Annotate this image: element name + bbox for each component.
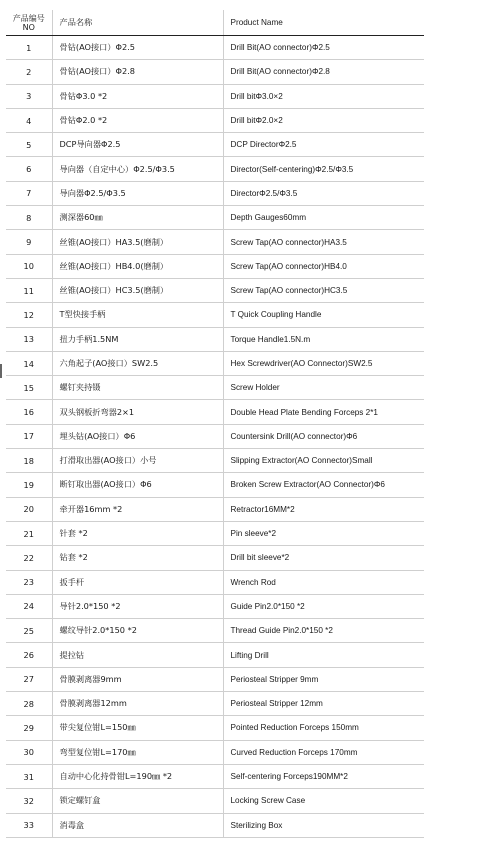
table-row (6, 278, 424, 302)
row-name-en: Wrench Rod (223, 570, 424, 594)
table-row (6, 716, 424, 740)
row-number: 18 (6, 449, 52, 473)
row-name-en: Locking Screw Case (223, 789, 424, 813)
table-row (6, 254, 424, 278)
row-name-en: Drill bitΦ2.0×2 (223, 108, 424, 132)
row-number: 21 (6, 521, 52, 545)
row-name-en: Drill bitΦ3.0×2 (223, 84, 424, 108)
row-number: 4 (6, 108, 52, 132)
row-name-en: Lifting Drill (223, 643, 424, 667)
row-name-en: Slipping Extractor(AO Connector)Small (223, 449, 424, 473)
table-row (6, 36, 424, 60)
row-number: 6 (6, 157, 52, 181)
product-table (6, 10, 424, 838)
row-number: 11 (6, 278, 52, 302)
row-name-cn: 骨钻Φ3.0 *2 (52, 84, 223, 108)
table-row (6, 692, 424, 716)
row-name-cn: 丝锥(AO接口）HC3.5(磨制） (52, 278, 223, 302)
table-row (6, 400, 424, 424)
row-number: 9 (6, 230, 52, 254)
table-row (6, 764, 424, 788)
table-row (6, 181, 424, 205)
row-number: 17 (6, 424, 52, 448)
table-header (6, 10, 424, 36)
table-row (6, 740, 424, 764)
row-name-cn: 骨膜剥离器9mm (52, 667, 223, 691)
table-row (6, 813, 424, 837)
table-row (6, 108, 424, 132)
row-name-cn: 测深器60㎜ (52, 206, 223, 230)
row-name-cn: 骨钻(AO接口）Φ2.8 (52, 60, 223, 84)
table-row (6, 546, 424, 570)
row-number: 32 (6, 789, 52, 813)
row-number: 15 (6, 376, 52, 400)
row-name-en: T Quick Coupling Handle (223, 303, 424, 327)
row-name-cn: 针套 *2 (52, 521, 223, 545)
row-number: 28 (6, 692, 52, 716)
row-name-en: Retractor16MM*2 (223, 497, 424, 521)
row-name-cn: T型快接手柄 (52, 303, 223, 327)
table-row (6, 327, 424, 351)
row-name-cn: 牵开器16mm *2 (52, 497, 223, 521)
row-name-cn: 锁定螺钉盒 (52, 789, 223, 813)
product-list-sheet (6, 10, 424, 838)
row-name-cn: 骨钻Φ2.0 *2 (52, 108, 223, 132)
row-name-cn: 骨钻(AO接口）Φ2.5 (52, 36, 223, 60)
row-number: 26 (6, 643, 52, 667)
table-row (6, 497, 424, 521)
row-name-cn: 导向器（自定中心）Φ2.5/Φ3.5 (52, 157, 223, 181)
table-row (6, 789, 424, 813)
row-name-en: Screw Tap(AO connector)HB4.0 (223, 254, 424, 278)
table-row (6, 449, 424, 473)
row-name-en: Periosteal Stripper 12mm (223, 692, 424, 716)
table-row (6, 619, 424, 643)
row-name-en: Countersink Drill(AO connector)Φ6 (223, 424, 424, 448)
table-row (6, 570, 424, 594)
row-number: 31 (6, 764, 52, 788)
row-name-en: Curved Reduction Forceps 170mm (223, 740, 424, 764)
row-number: 12 (6, 303, 52, 327)
table-row (6, 133, 424, 157)
row-name-cn: 消毒盒 (52, 813, 223, 837)
table-row (6, 521, 424, 545)
row-name-en: Screw Holder (223, 376, 424, 400)
margin-mark (0, 364, 2, 378)
table-row (6, 303, 424, 327)
row-name-cn: DCP导向器Φ2.5 (52, 133, 223, 157)
row-number: 14 (6, 351, 52, 375)
row-name-cn: 断钉取出器(AO接口）Φ6 (52, 473, 223, 497)
row-name-cn: 导向器Φ2.5/Φ3.5 (52, 181, 223, 205)
row-name-cn: 打滑取出器(AO接口）小号 (52, 449, 223, 473)
row-name-en: Thread Guide Pin2.0*150 *2 (223, 619, 424, 643)
row-number: 16 (6, 400, 52, 424)
table-row (6, 351, 424, 375)
header-number-en: NO (22, 22, 35, 32)
row-name-cn: 螺纹导针2.0*150 *2 (52, 619, 223, 643)
table-body (6, 36, 424, 838)
table-row (6, 230, 424, 254)
table-row (6, 206, 424, 230)
header-row (6, 10, 424, 36)
row-name-en: DCP DirectorΦ2.5 (223, 133, 424, 157)
table-row (6, 60, 424, 84)
row-number: 23 (6, 570, 52, 594)
row-number: 13 (6, 327, 52, 351)
row-name-en: Periosteal Stripper 9mm (223, 667, 424, 691)
row-name-en: Sterilizing Box (223, 813, 424, 837)
row-name-en: Torque Handle1.5N.m (223, 327, 424, 351)
row-number: 33 (6, 813, 52, 837)
row-name-en: Hex Screwdriver(AO Connector)SW2.5 (223, 351, 424, 375)
row-name-en: Broken Screw Extractor(AO Connector)Φ6 (223, 473, 424, 497)
row-number: 2 (6, 60, 52, 84)
row-name-cn: 扭力手柄1.5NM (52, 327, 223, 351)
row-name-cn: 丝锥(AO接口）HB4.0(磨制） (52, 254, 223, 278)
header-name-en: Product Name (223, 10, 424, 36)
row-name-cn: 导针2.0*150 *2 (52, 594, 223, 618)
table-row (6, 473, 424, 497)
row-number: 1 (6, 36, 52, 60)
row-name-cn: 自动中心化持骨钳L=190㎜ *2 (52, 764, 223, 788)
row-number: 5 (6, 133, 52, 157)
row-name-cn: 六角起子(AO接口）SW2.5 (52, 351, 223, 375)
row-number: 24 (6, 594, 52, 618)
row-name-cn: 螺钉夹持镊 (52, 376, 223, 400)
row-number: 3 (6, 84, 52, 108)
row-number: 7 (6, 181, 52, 205)
row-name-en: Screw Tap(AO connector)HC3.5 (223, 278, 424, 302)
row-name-cn: 骨膜剥离器12mm (52, 692, 223, 716)
row-number: 20 (6, 497, 52, 521)
row-number: 27 (6, 667, 52, 691)
row-name-cn: 带尖复位钳L=150㎜ (52, 716, 223, 740)
row-number: 30 (6, 740, 52, 764)
row-name-en: Guide Pin2.0*150 *2 (223, 594, 424, 618)
row-name-cn: 扳手杆 (52, 570, 223, 594)
header-number-cn: 产品编号 (12, 13, 45, 23)
row-number: 29 (6, 716, 52, 740)
row-number: 22 (6, 546, 52, 570)
header-name-cn: 产品名称 (52, 10, 223, 36)
table-row (6, 424, 424, 448)
row-name-en: Drill Bit(AO connector)Φ2.5 (223, 36, 424, 60)
table-row (6, 643, 424, 667)
table-row (6, 667, 424, 691)
row-number: 10 (6, 254, 52, 278)
row-name-cn: 丝锥(AO接口）HA3.5(磨制） (52, 230, 223, 254)
row-name-cn: 提拉钻 (52, 643, 223, 667)
header-number (6, 10, 52, 36)
row-name-cn: 弯型复位钳L=170㎜ (52, 740, 223, 764)
row-name-en: Pin sleeve*2 (223, 521, 424, 545)
row-number: 19 (6, 473, 52, 497)
row-name-cn: 钻套 *2 (52, 546, 223, 570)
row-name-en: Pointed Reduction Forceps 150mm (223, 716, 424, 740)
table-row (6, 594, 424, 618)
row-name-en: Director(Self-centering)Φ2.5/Φ3.5 (223, 157, 424, 181)
row-name-en: DirectorΦ2.5/Φ3.5 (223, 181, 424, 205)
row-name-cn: 双头钢板折弯器2×1 (52, 400, 223, 424)
row-name-en: Drill bit sleeve*2 (223, 546, 424, 570)
row-name-en: Screw Tap(AO connector)HA3.5 (223, 230, 424, 254)
row-name-en: Self-centering Forceps190MM*2 (223, 764, 424, 788)
row-name-cn: 埋头钻(AO接口）Φ6 (52, 424, 223, 448)
row-number: 8 (6, 206, 52, 230)
table-row (6, 84, 424, 108)
row-name-en: Double Head Plate Bending Forceps 2*1 (223, 400, 424, 424)
row-number: 25 (6, 619, 52, 643)
row-name-en: Depth Gauges60mm (223, 206, 424, 230)
table-row (6, 376, 424, 400)
row-name-en: Drill Bit(AO connector)Φ2.8 (223, 60, 424, 84)
table-row (6, 157, 424, 181)
